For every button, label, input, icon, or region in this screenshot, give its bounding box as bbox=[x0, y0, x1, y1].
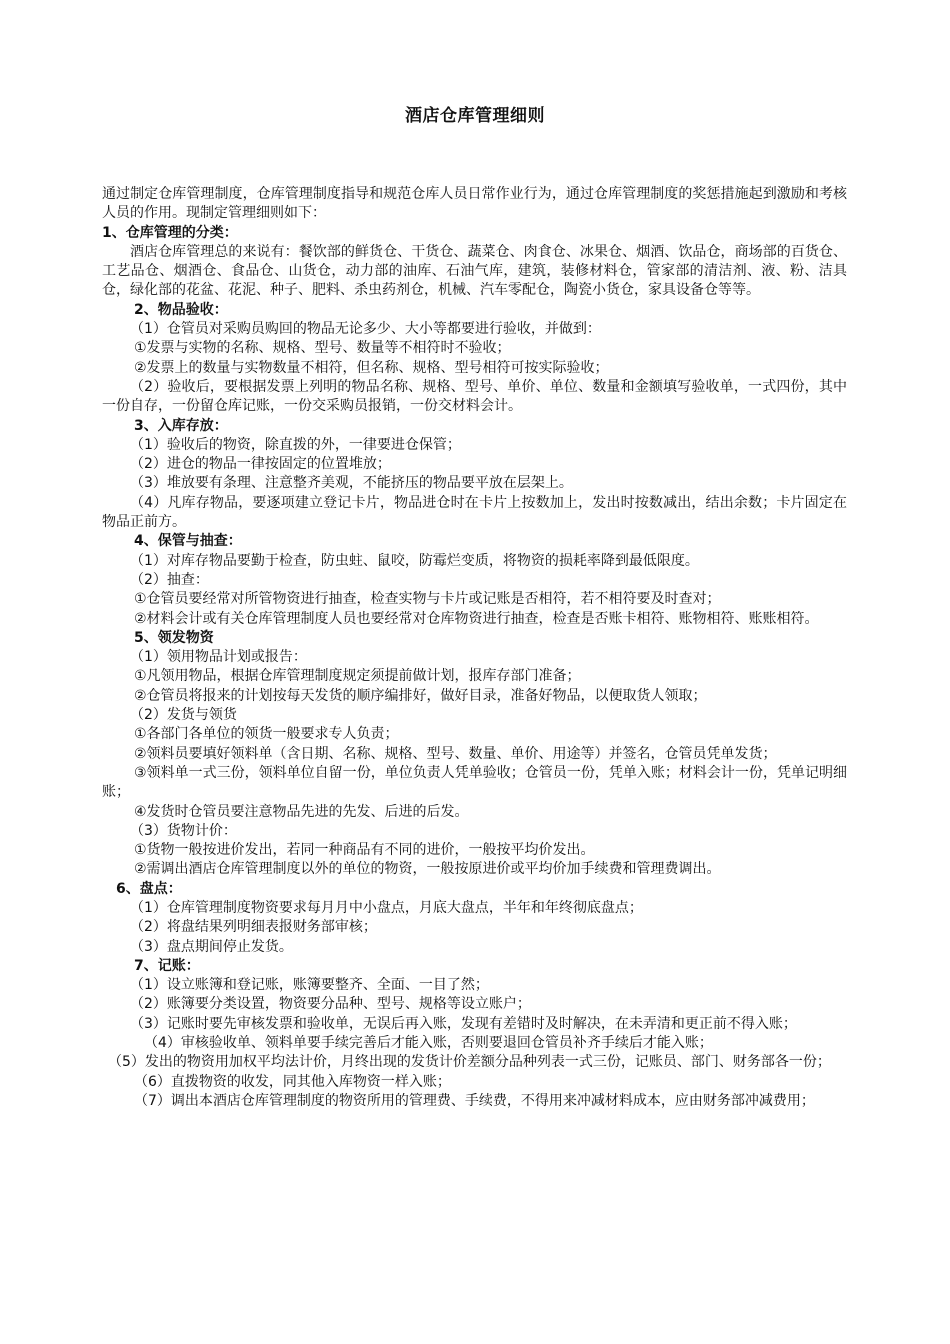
paragraph: ③领料单一式三份，领料单位自留一份，单位负责人凭单验收；仓管员一份，凭单入账；材料会计一份，凭单记明细账； bbox=[102, 764, 847, 801]
paragraph: （1）仓管员对采购员购回的物品无论多少、大小等都要进行验收，并做到： bbox=[130, 321, 601, 338]
paragraph: ②领料员要填好领料单（含日期、名称、规格、型号、数量、单价、用途等）并签名，仓管员凭单发货； bbox=[134, 745, 777, 762]
paragraph: ②需调出酒店仓库管理制度以外的单位的物资，一般按原进价或平均价加手续费和管理费调出。 bbox=[134, 861, 721, 878]
paragraph: （3）堆放要有条理、注意整齐美观，不能挤压的物品要平放在层架上。 bbox=[130, 475, 573, 492]
paragraph: （2）发货与领货 bbox=[130, 707, 237, 724]
paragraph: （6）直拨物资的收发，同其他入库物资一样入账； bbox=[134, 1073, 451, 1090]
paragraph: 酒店仓库管理总的来说有：餐饮部的鲜货仓、干货仓、蔬菜仓、肉食仓、冰果仓、烟酒、饮品仓，商场部的百货仓、工艺品仓、烟酒仓、食品仓、山货仓，动力部的油库、石油气库，建筑，装修材料仓，管家部的清洁剂、液、粉、洁具仓，绿化部的花盆、花泥、种子、肥料、杀虫药剂仓，机械、汽车零配仓，陶瓷小货仓，家具设备仓等等。 bbox=[102, 243, 847, 299]
intro-paragraph: 通过制定仓库管理制度，仓库管理制度指导和规范仓库人员日常作业行为，通过仓库管理制度的奖惩措施起到激励和考核人员的作用。现制定管理细则如下： bbox=[102, 186, 847, 222]
paragraph: （1）验收后的物资，除直拨的外，一律要进仓保管； bbox=[130, 436, 461, 453]
paragraph: （4）凡库存物品，要逐项建立登记卡片，物品进仓时在卡片上按数加上，发出时按数减出，结出余数；卡片固定在物品正前方。 bbox=[102, 494, 847, 531]
paragraph: （1）设立账簿和登记账，账簿要整齐、全面、一目了然； bbox=[130, 977, 489, 994]
paragraph: （2）验收后，要根据发票上列明的物品名称、规格、型号、单价、单位、数量和金额填写验收单，一式四份，其中一份自存，一份留仓库记账，一份交采购员报销，一份交材料会计。 bbox=[102, 378, 847, 415]
section-heading: 6、盘点： bbox=[116, 880, 182, 897]
paragraph: （1）仓库管理制度物资要求每月月中小盘点，月底大盘点，半年和年终彻底盘点； bbox=[130, 899, 643, 916]
paragraph: （5）发出的物资用加权平均法计价，月终出现的发货计价差额分品种列表一式三份，记账员、部门、财务部各一份； bbox=[108, 1054, 831, 1071]
section-heading: 3、入库存放： bbox=[134, 417, 228, 434]
document-body bbox=[102, 185, 847, 1111]
paragraph: ②材料会计或有关仓库管理制度人员也要经常对仓库物资进行抽查，检查是否账卡相符、账物相符、账账相符。 bbox=[134, 610, 819, 627]
paragraph: （3）货物计价： bbox=[130, 822, 237, 839]
paragraph: ①发票与实物的名称、规格、型号、数量等不相符时不验收； bbox=[134, 340, 511, 357]
paragraph: ①仓管员要经常对所管物资进行抽查，检查实物与卡片或记账是否相符，若不相符要及时查对； bbox=[134, 591, 721, 608]
paragraph: （2）账簿要分类设置，物资要分品种、型号、规格等设立账户； bbox=[130, 996, 531, 1013]
section-heading: 1、仓库管理的分类： bbox=[102, 224, 238, 241]
paragraph: （2）抽查： bbox=[130, 571, 209, 588]
paragraph: （2）进仓的物品一律按固定的位置堆放； bbox=[130, 456, 391, 473]
paragraph: （1）对库存物品要勤于检查，防虫蛀、鼠咬，防霉烂变质，将物资的损耗率降到最低限度。 bbox=[130, 552, 699, 569]
paragraph: （2）将盘结果列明细表报财务部审核； bbox=[130, 919, 377, 936]
paragraph: ①货物一般按进价发出，若同一种商品有不同的进价，一般按平均价发出。 bbox=[134, 842, 595, 859]
section-heading: 7、记账： bbox=[134, 957, 200, 974]
paragraph: （7）调出本酒店仓库管理制度的物资所用的管理费、手续费，不得用来冲减材料成本，应由财务部冲减费用； bbox=[134, 1092, 815, 1109]
document-title: 酒店仓库管理细则 bbox=[405, 106, 545, 126]
section-heading: 2、物品验收： bbox=[134, 301, 228, 318]
paragraph: ①凡领用物品，根据仓库管理制度规定须提前做计划，报库存部门准备； bbox=[134, 668, 581, 685]
paragraph: （3）记账时要先审核发票和验收单，无误后再入账，发现有差错时及时解决，在未弄清和更正前不得入账； bbox=[130, 1015, 797, 1032]
section-heading: 5、领发物资 bbox=[134, 629, 214, 646]
paragraph: （1）领用物品计划或报告： bbox=[130, 649, 307, 666]
paragraph: （4）审核验收单、领料单要手续完善后才能入账，否则要退回仓管员补齐手续后才能入账； bbox=[144, 1035, 713, 1052]
section-heading: 4、保管与抽查： bbox=[134, 533, 242, 550]
paragraph: ②发票上的数量与实物数量不相符，但名称、规格、型号相符可按实际验收； bbox=[134, 359, 609, 376]
paragraph: ①各部门各单位的领货一般要求专人负责； bbox=[134, 726, 399, 743]
paragraph: ②仓管员将报来的计划按每天发货的顺序编排好，做好目录，准备好物品，以便取货人领取； bbox=[134, 687, 707, 704]
paragraph: （3）盘点期间停止发货。 bbox=[130, 938, 293, 955]
paragraph: ④发货时仓管员要注意物品先进的先发、后进的后发。 bbox=[134, 803, 469, 820]
